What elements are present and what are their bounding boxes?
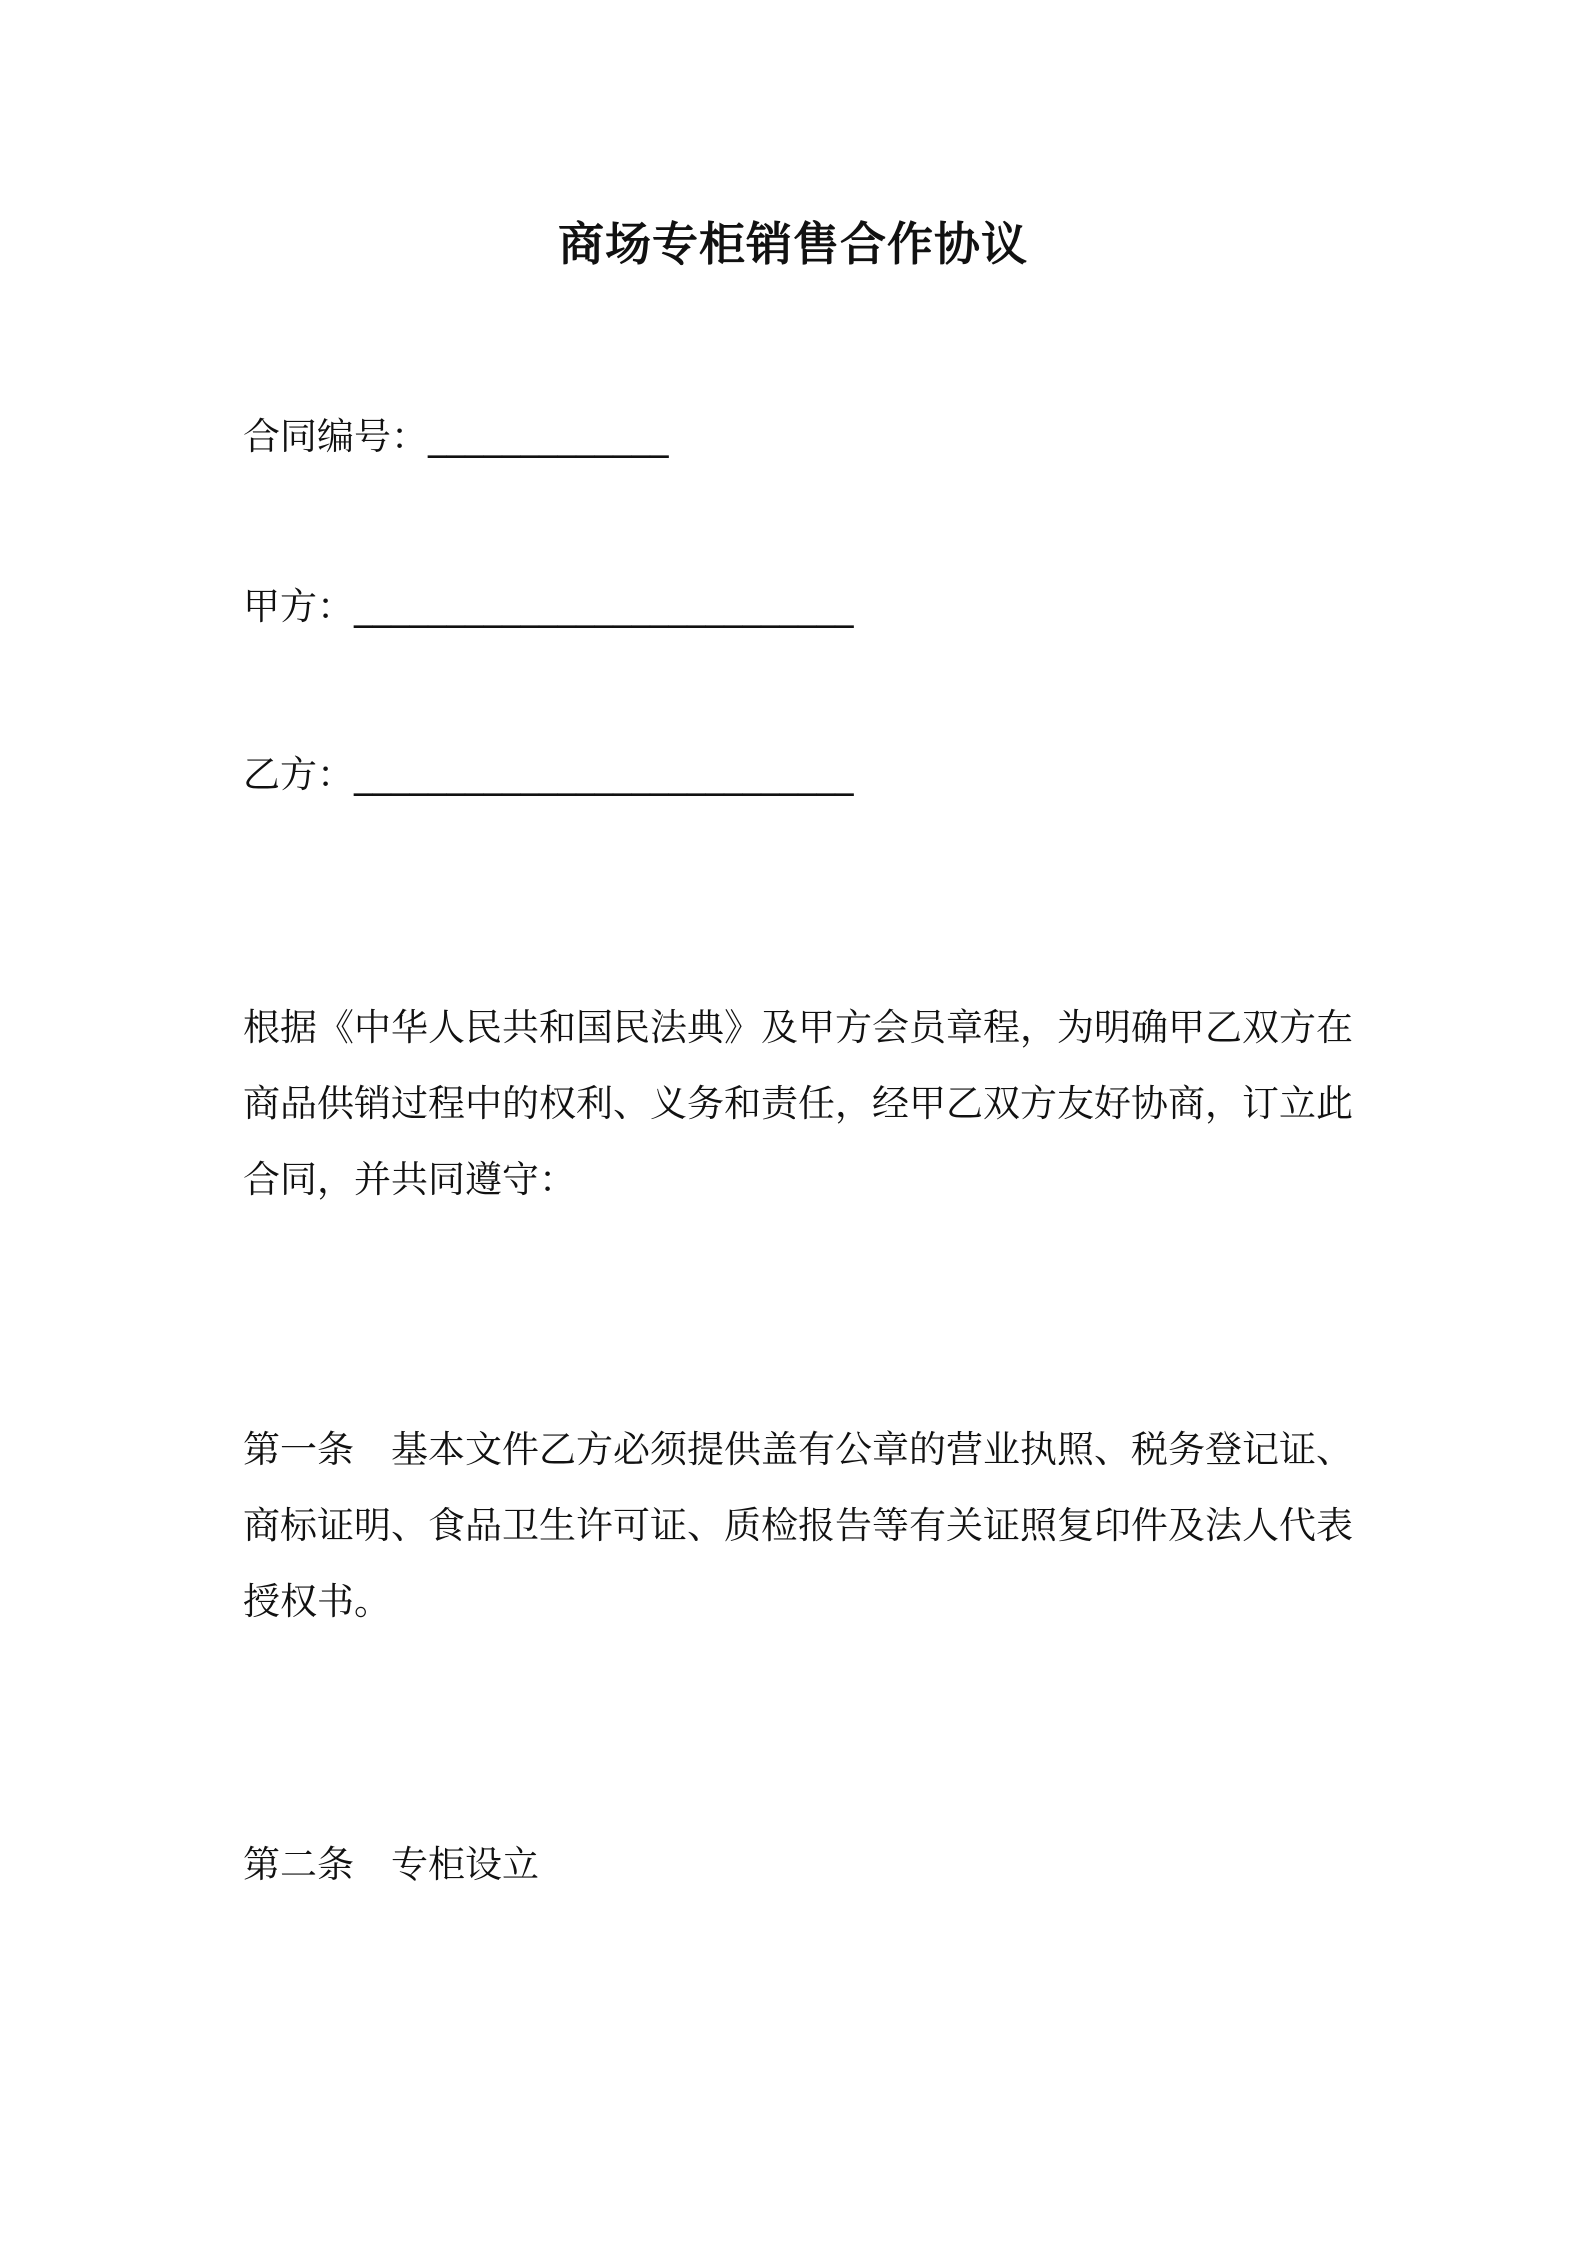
party-b-field: 乙方：___________________________	[243, 753, 854, 796]
preamble-paragraph: 根据《中华人民共和国民法典》及甲方会员章程，为明确甲乙双方在商品供销过程中的权利、义务和责任，经甲乙双方友好协商，订立此合同，并共同遵守：	[243, 1006, 1353, 1201]
clause-2-heading: 第二条 专柜设立	[243, 1843, 539, 1886]
document-title: 商场专柜销售合作协议	[558, 217, 1028, 271]
party-a-field: 甲方：___________________________	[243, 585, 854, 628]
clause-1-paragraph: 第一条 基本文件乙方必须提供盖有公章的营业执照、税务登记证、商标证明、食品卫生许可证、质检报告等有关证照复印件及法人代表授权书。	[243, 1428, 1353, 1623]
contract-number-field: 合同编号：_____________	[243, 415, 669, 458]
